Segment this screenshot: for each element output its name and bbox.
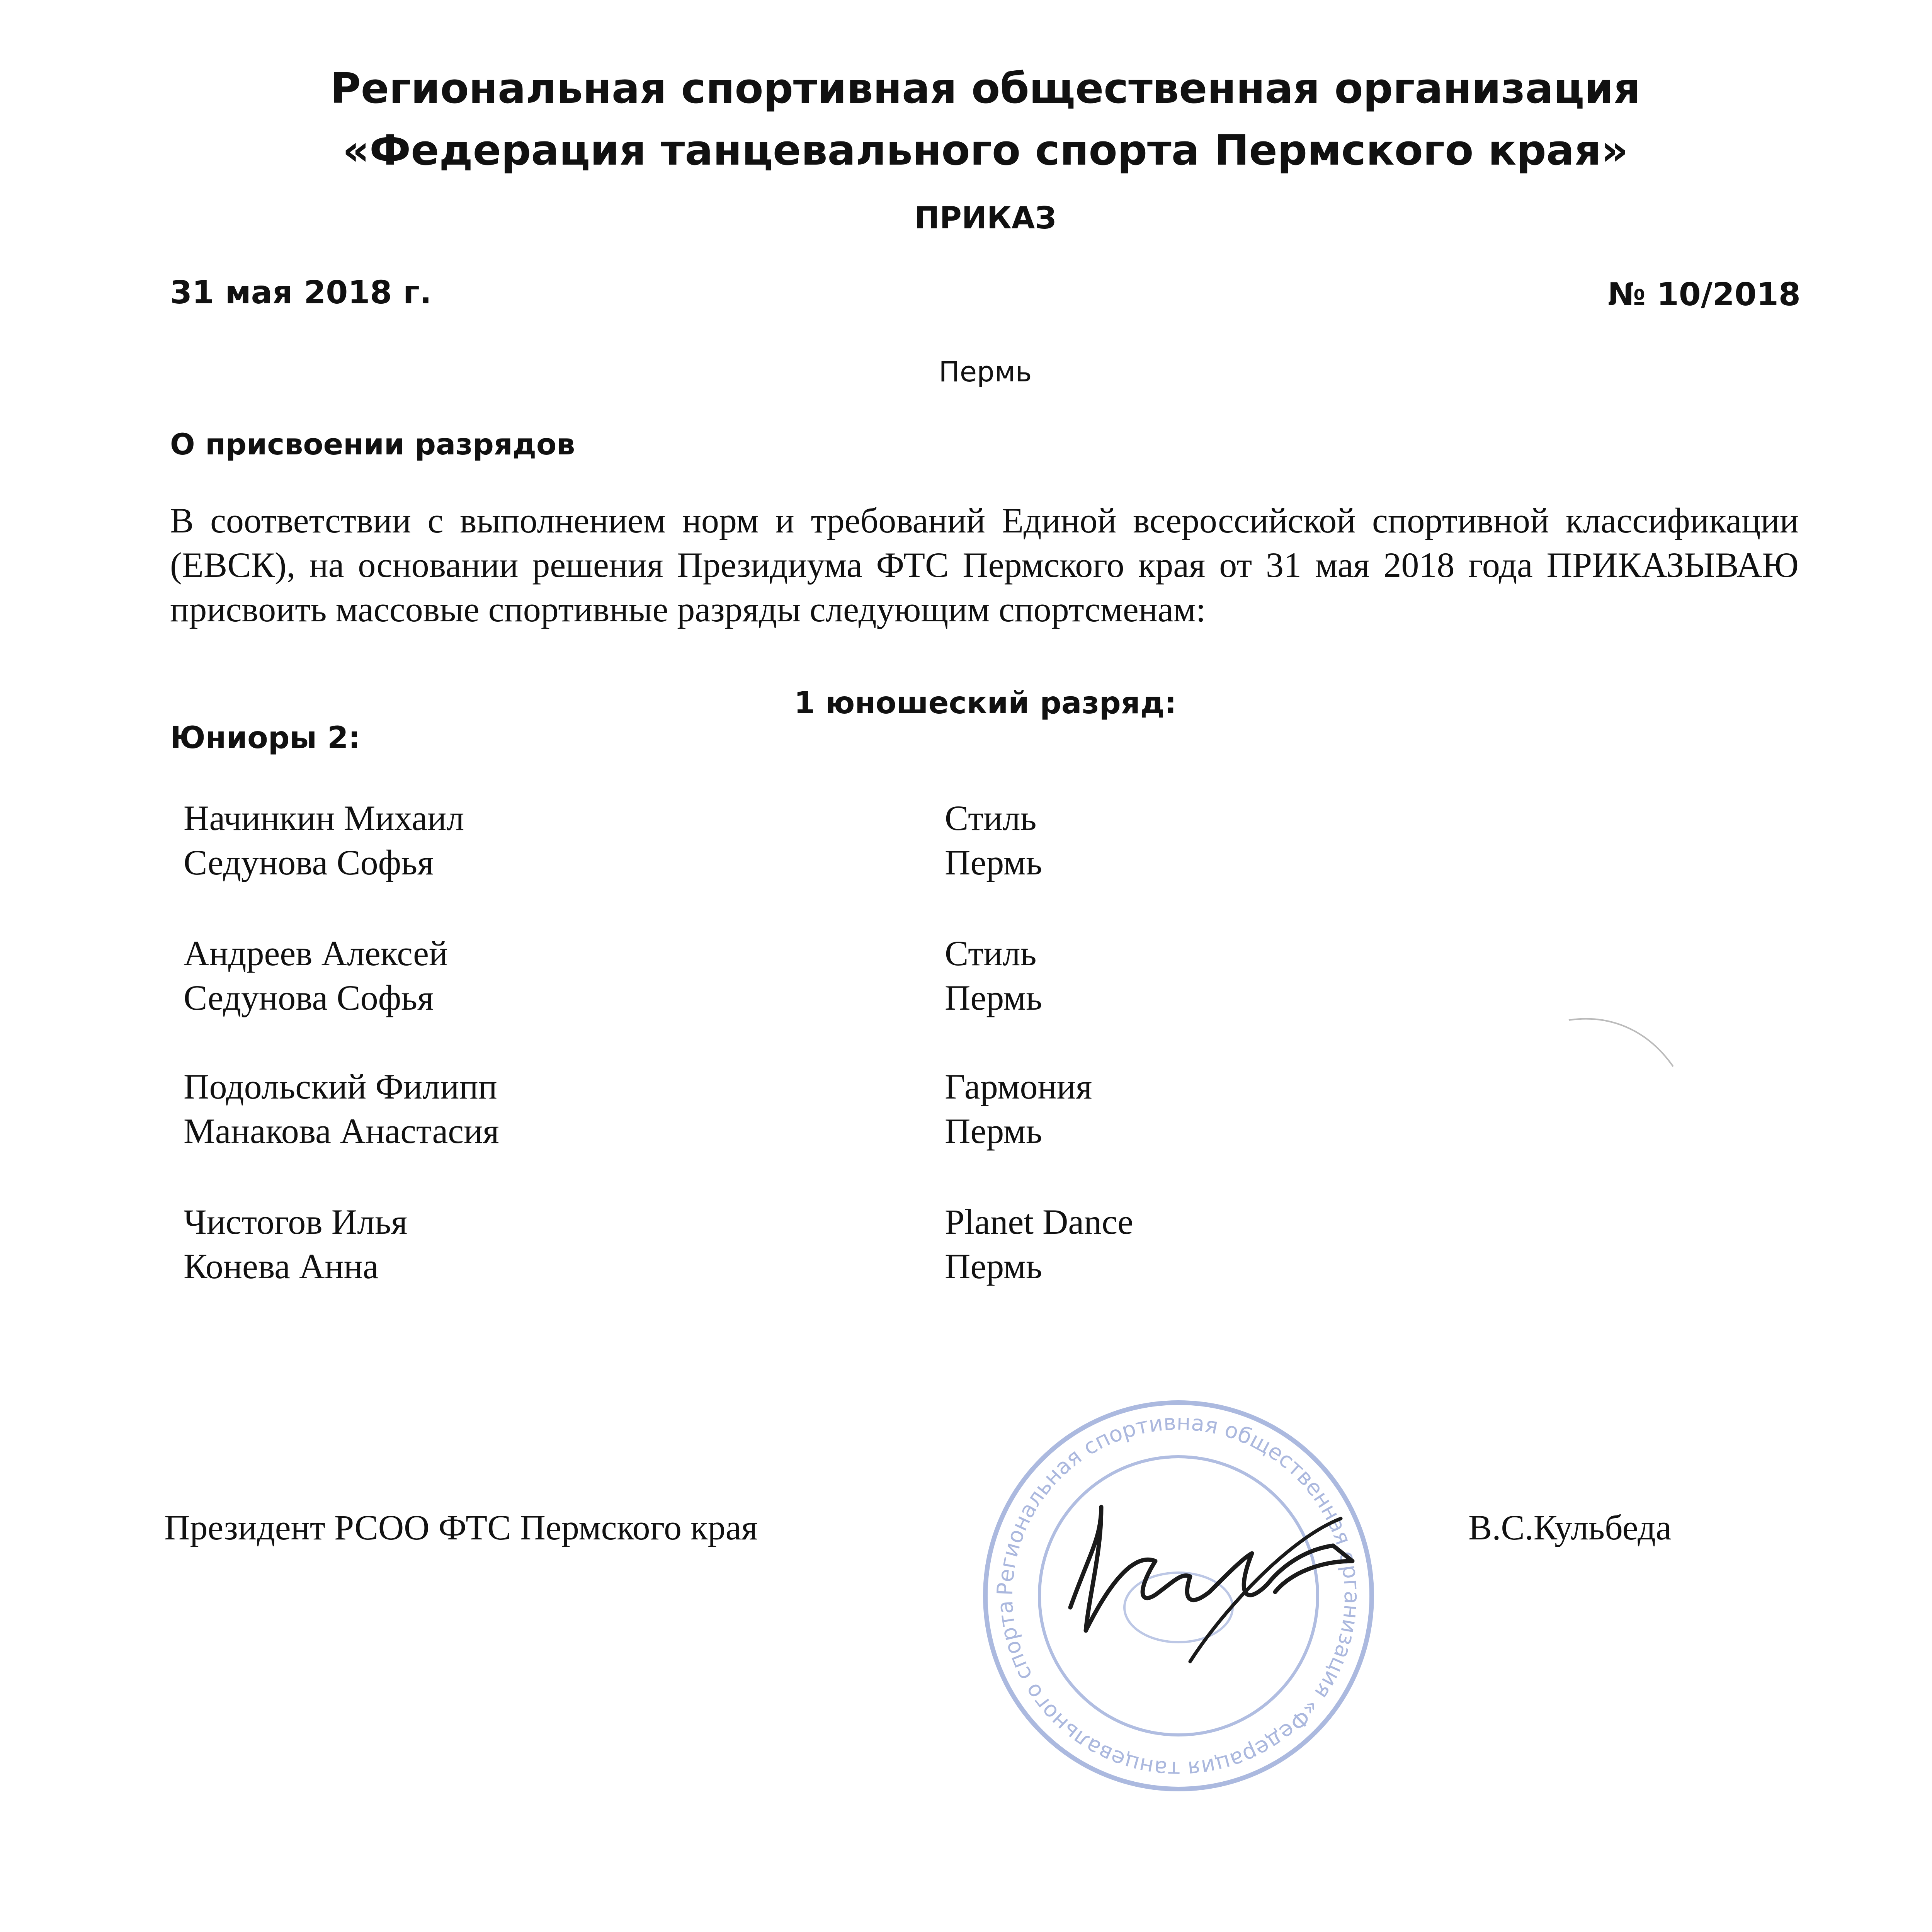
partner-name: Подольский Филипп <box>184 1067 497 1106</box>
age-group: Юниоры 2: <box>170 721 361 755</box>
scan-mark <box>1565 1012 1681 1070</box>
club-city: Пермь <box>945 978 1043 1017</box>
partner-name: Седунова Софья <box>184 843 434 882</box>
club-name: Planet Dance <box>945 1202 1133 1242</box>
stamp-ring-text: Региональная спортивная общественная организация «Федерация танцевального спорта <box>992 1410 1365 1782</box>
club-city: Пермь <box>945 843 1043 882</box>
official-stamp <box>974 1391 1383 1803</box>
club-city: Пермь <box>945 1111 1043 1151</box>
order-body-text: В соответствии с выполнением норм и требований Единой всероссийской спортивной классификации (ЕВСК), на основании решения Президиума ФТС Пермского края от 31 мая 2018 года ПРИКАЗЫВАЮ присвоить массовые спортивные разряды следующим спортсменам: <box>170 501 1799 629</box>
organization-title <box>0 58 1932 182</box>
order-city: Пермь <box>939 355 1032 388</box>
stamp-seal-icon <box>974 1391 1383 1801</box>
athlete-pair <box>184 1200 1133 1289</box>
order-subject: О присвоении разрядов <box>170 427 575 461</box>
stamp-inner-ring <box>1039 1457 1318 1735</box>
partner-name: Чистогов Илья <box>184 1202 408 1242</box>
athlete-pair <box>184 1065 1092 1153</box>
stamp-outer-ring <box>985 1403 1372 1789</box>
signatory-name: В.С.Кульбеда <box>1468 1508 1672 1547</box>
athlete-pair <box>184 796 1043 885</box>
partner-name: Конева Анна <box>184 1247 379 1286</box>
club-name: Стиль <box>945 798 1037 838</box>
signature-stroke <box>1070 1507 1352 1631</box>
rank-category: 1 юношеский разряд: <box>794 686 1177 721</box>
partner-name: Седунова Софья <box>184 978 434 1017</box>
partner-name: Начинкин Михаил <box>184 798 464 838</box>
partner-name: Манакова Анастасия <box>184 1111 499 1151</box>
partner-name: Андреев Алексей <box>184 934 448 973</box>
organization-line-1: Региональная спортивная общественная организация <box>330 65 1641 113</box>
athlete-pair <box>184 931 1043 1020</box>
club-name: Гармония <box>945 1067 1092 1106</box>
club-city: Пермь <box>945 1247 1043 1286</box>
order-number: № 10/2018 <box>1607 276 1801 313</box>
signatory-role: Президент РСОО ФТС Пермского края <box>164 1508 758 1547</box>
club-name: Стиль <box>945 934 1037 973</box>
order-date: 31 мая 2018 г. <box>170 274 432 311</box>
organization-line-2: «Федерация танцевального спорта Пермского края» <box>342 126 1628 175</box>
order-title: ПРИКАЗ <box>914 201 1056 236</box>
